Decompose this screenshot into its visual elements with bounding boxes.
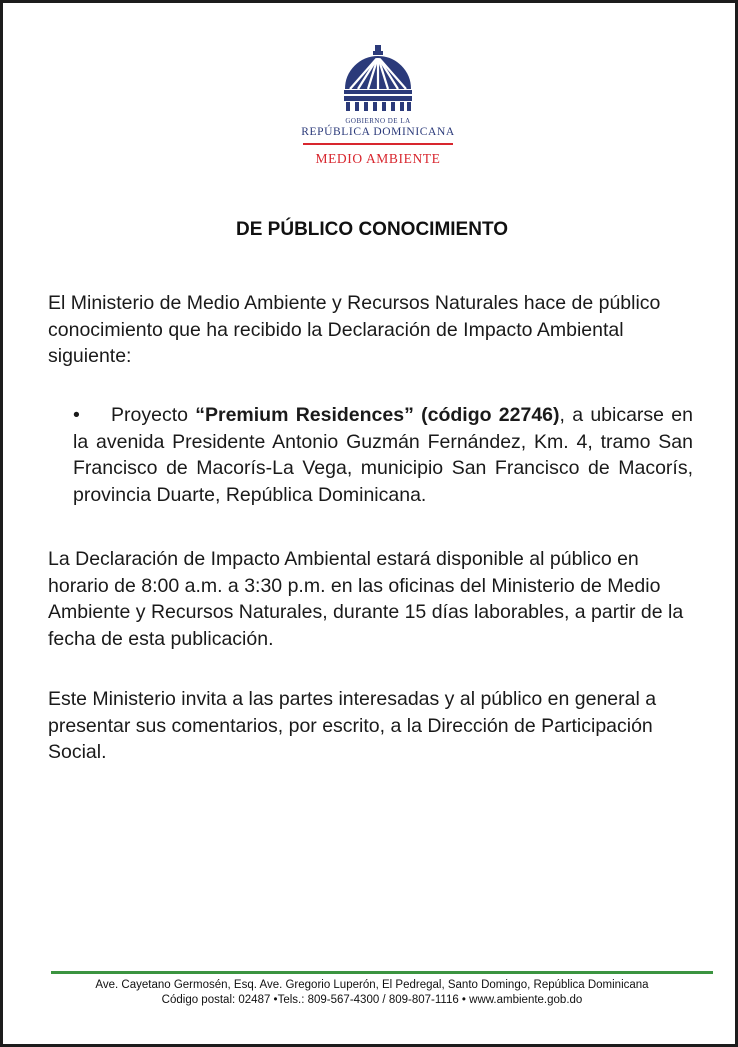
project-name: “Premium Residences”	[195, 404, 414, 426]
logo-line-government: GOBIERNO DE LA	[345, 117, 411, 125]
footer	[3, 978, 738, 1008]
logo-line-republic: REPÚBLICA DOMINICANA	[301, 126, 455, 138]
project-code: (código 22746)	[413, 404, 560, 426]
project-location: , a ubicarse en la avenida Presidente Antonio Guzmán Fernández, Km. 4, tramo San Francisco de Macorís-La Vega, municipio San Francisco de Macorís, provincia Duarte, República Dominicana.	[73, 404, 693, 506]
invitation-paragraph: Este Ministerio invita a las partes interesadas y al público en general a presentar sus comentarios, por escrito, a la Dirección de Participación Social.	[48, 688, 657, 763]
dome-emblem-icon	[341, 43, 415, 113]
footer-contact: Código postal: 02487 •Tels.: 809-567-4300 / 809-807-1116 • www.ambiente.gob.do	[161, 994, 583, 1006]
project-bullet-item	[73, 402, 693, 508]
project-prefix: Proyecto	[111, 404, 196, 426]
notice-title: DE PÚBLICO CONOCIMIENTO	[236, 219, 508, 240]
intro-paragraph: El Ministerio de Medio Ambiente y Recursos Naturales hace de público conocimiento que ha recibido la Declaración de Impacto Ambiental siguiente:	[48, 292, 661, 367]
footer-address: Ave. Cayetano Germosén, Esq. Ave. Gregorio Luperón, El Pedregal, Santo Domingo, República Dominicana	[95, 979, 649, 991]
logo-line-ministry: MEDIO AMBIENTE	[315, 151, 441, 166]
availability-paragraph: La Declaración de Impacto Ambiental estará disponible al público en horario de 8:00 a.m. a 3:30 p.m. en las oficinas del Ministerio de Medio Ambiente y Recursos Naturales, durante 15 días laborables, a partir de la fecha de esta publicación.	[48, 548, 684, 650]
logo-divider	[303, 143, 453, 145]
bullet-marker: •	[73, 404, 80, 426]
footer-divider	[51, 971, 713, 974]
ministry-logo	[293, 43, 463, 167]
